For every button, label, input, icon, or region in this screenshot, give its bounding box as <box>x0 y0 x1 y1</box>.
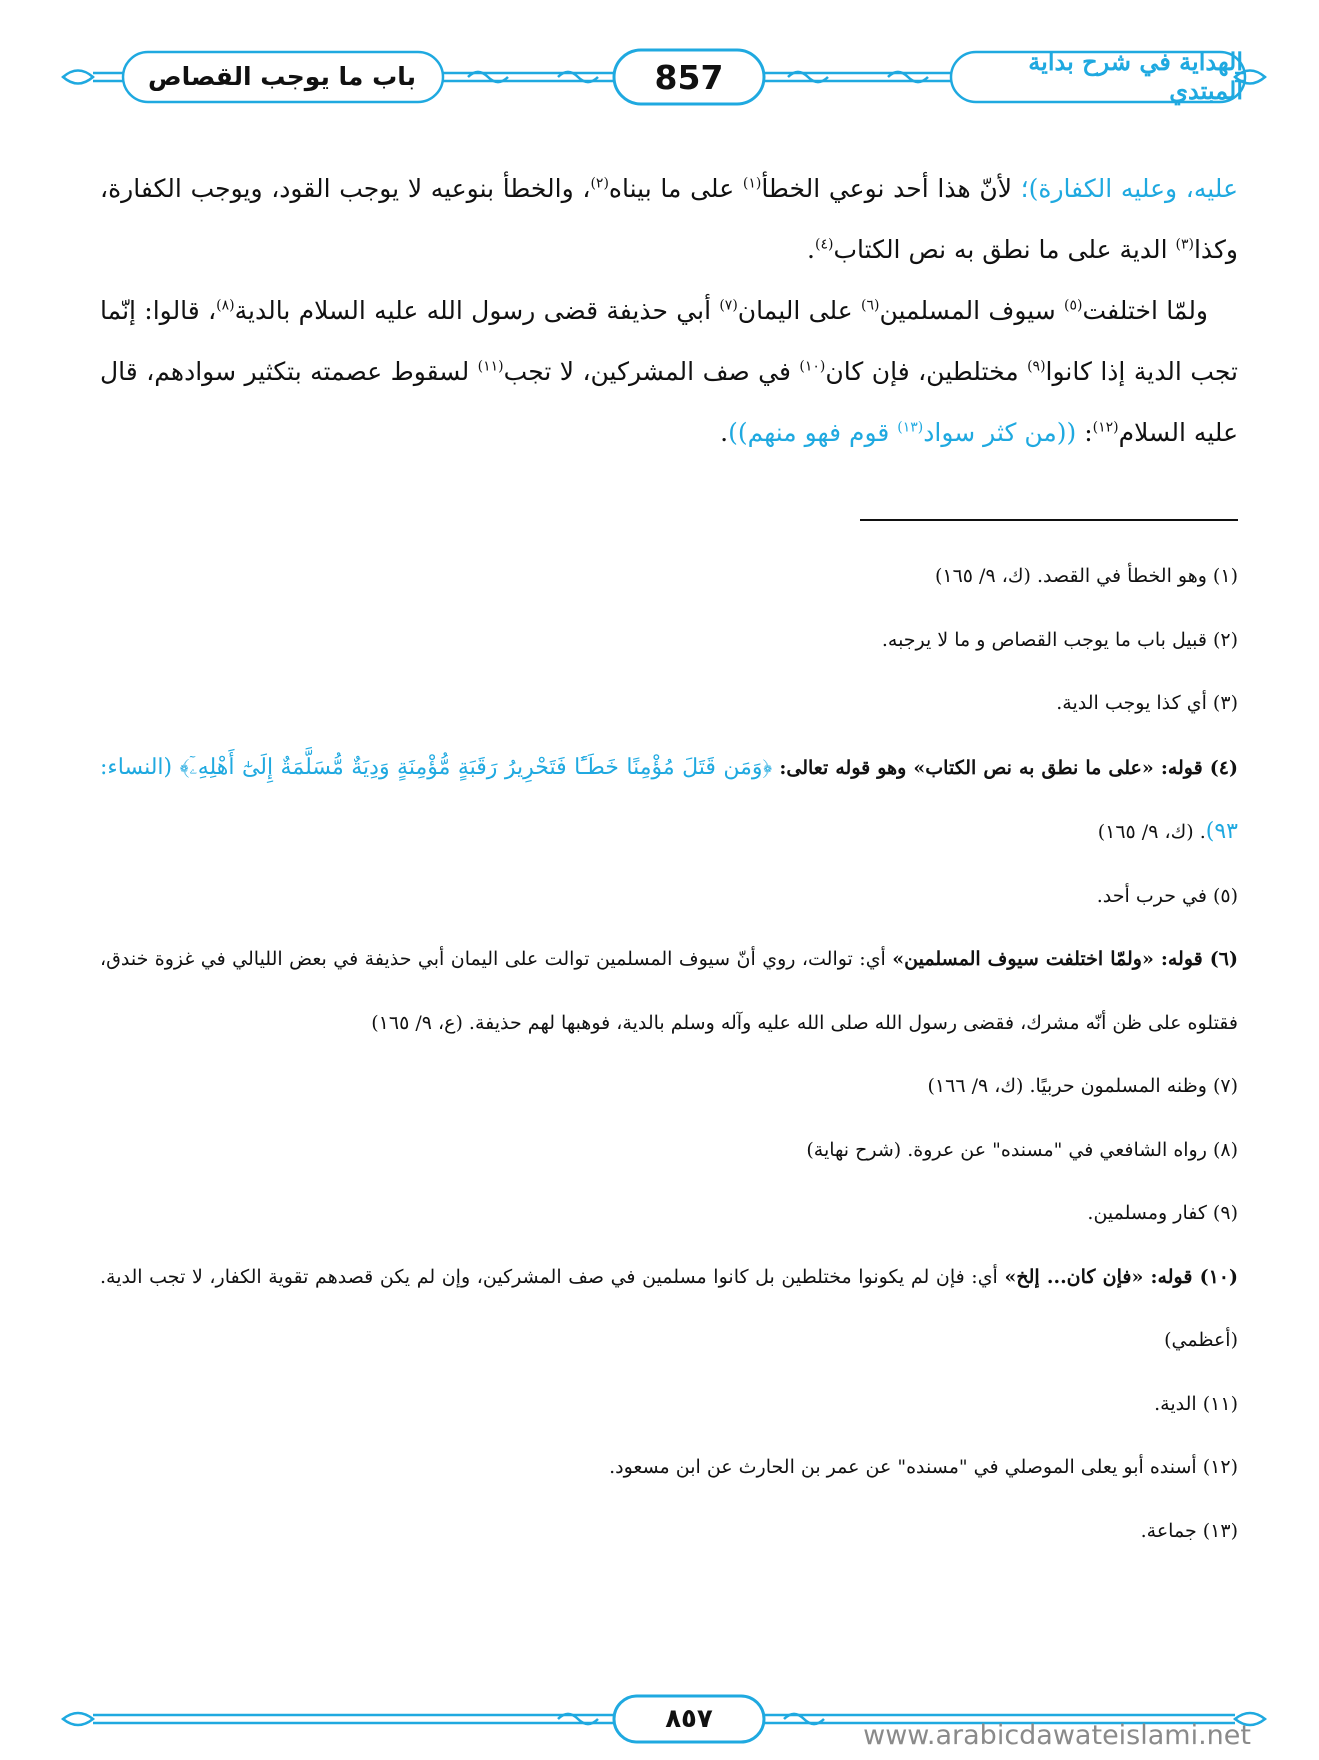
footnote-separator <box>860 519 1238 521</box>
footer-page-number: ٨٥٧ <box>665 1704 713 1734</box>
footnote-lemma: «ولمّا اختلفت سيوف المسلمين» <box>892 948 1154 970</box>
footnote-5: (٥) في حرب أحد. <box>1096 884 1238 907</box>
footnote-ref: (١٢) <box>1092 419 1119 436</box>
main-text <box>100 158 1238 463</box>
footnote-ref: (٣) <box>1175 236 1194 253</box>
footnote-ref: (٨) <box>216 297 235 314</box>
footnote-lemma: «فإن كان... إلخ» <box>1004 1265 1144 1288</box>
footnote-3: (٣) أي كذا يوجب الدية. <box>1056 692 1238 714</box>
page-number: 857 <box>654 57 724 97</box>
footnote-ref: (٢) <box>590 175 609 192</box>
book-title: الهداية في شرح بداية المبتدي <box>1028 47 1243 105</box>
quran-verse: ﴿وَمَن قَتَلَ مُؤْمِنًا خَطَـًٔا فَتَحْرِيرُ رَقَبَةٍ مُّؤْمِنَةٍ وَدِيَةٌ مُّسَلَّمَةٌ إِلَىٰٓ أَهْلِهِۦٓ﴾ (النساء: ٩٣) <box>100 754 1238 844</box>
footnote-10: (١٠) قوله: «فإن كان... إلخ» أي: فإن لم يكونوا مختلطين بل كانوا مسلمين في صف المشركين، وإن لم يكن قصدهم تقوية الكفار، لا تجب الدية. (أعظمي) <box>100 1265 1238 1351</box>
hadith-quote: ((من كثر سواد$^{(١٣)}$ قوم فهو منهم)) <box>728 418 1077 447</box>
main-paragraph-2: ولمّا اختلفت$^{(٥)}$ سيوف المسلمين$^{(٦)}$ على اليمان$^{(٧)}$ أبي حذيفة قضى رسول الله عليه السلام بالدية$^{(٨)}$، قالوا: إنّما تجب الدية إذا كانوا$^{(٩)}$ مختلطين، فإن كان$^{(١٠)}$ في صف المشركين، لا تجب$^{(١١)}$ لسقوط عصمته بتكثير سوادهم، قال عليه السلام$^{(١٢)}$: ((من كثر سواد$^{(١٣)}$ قوم فهو منهم)). <box>100 296 1238 447</box>
footnote-7: (٧) وظنه المسلمون حربيًا. (ك، ٩/ ١٦٦) <box>927 1075 1238 1097</box>
footnotes <box>100 545 1238 1563</box>
footnote-1: (١) وهو الخطأ في القصد. (ك، ٩/ ١٦٥) <box>934 565 1238 587</box>
footnote-ref: (٤) <box>814 236 834 253</box>
footnote-ref: (٩) <box>1027 358 1046 375</box>
footnote-ref: (١) <box>742 175 762 192</box>
footnote-ref: (٦) <box>861 297 880 314</box>
footnote-11: (١١) الدية. <box>1154 1392 1238 1415</box>
footnote-6: (٦) قوله: «ولمّا اختلفت سيوف المسلمين» أي: توالت، روي أنّ سيوف المسلمين توالت على اليمان أبي حذيفة في بعض الليالي في غزوة خندق، فقتلوه على ظن أنّه مشرك، فقضى رسول الله صلى الله عليه وآله وسلم بالدية، فوهبها لهم حذيفة. (ع، ٩/ ١٦٥) <box>100 948 1238 1034</box>
footnote-2: (٢) قبيل باب ما يوجب القصاص و ما لا يرجبه. <box>881 628 1238 651</box>
footnote-4: (٤) قوله: «على ما نطق به نص الكتاب» وهو قوله تعالى: ﴿وَمَن قَتَلَ مُؤْمِنًا خَطَـًٔا فَتَحْرِيرُ رَقَبَةٍ مُّؤْمِنَةٍ وَدِيَةٌ مُّسَلَّمَةٌ إِلَىٰٓ أَهْلِهِۦٓ﴾ (النساء: ٩٣). (ك، ٩/ ١٦٥) <box>100 754 1238 844</box>
footnote-ref: (١٣) <box>897 419 924 436</box>
chapter-title: باب ما يوجب القصاص <box>147 61 417 91</box>
footnote-ref: (١٠) <box>799 358 826 375</box>
main-paragraph-1: عليه، وعليه الكفارة)؛ لأنّ هذا أحد نوعي الخطأ$^{(١)}$ على ما بيناه$^{(٢)}$، والخطأ بنوعيه لا يوجب القود، ويوجب الكفارة، وكذا$^{(٣)}$ الدية على ما نطق به نص الكتاب$^{(٤)}$. <box>100 174 1239 264</box>
footnote-9: (٩) كفار ومسلمين. <box>1087 1202 1238 1224</box>
page-header <box>58 44 1270 114</box>
footnote-12: (١٢) أسنده أبو يعلى الموصلي في "مسنده" عن عمر بن الحارث عن ابن مسعود. <box>609 1456 1238 1478</box>
footnote-lemma: «على ما نطق به نص الكتاب» <box>913 756 1154 779</box>
footnote-ref: (٥) <box>1064 297 1083 314</box>
footnote-13: (١٣) جماعة. <box>1140 1519 1238 1542</box>
footnote-ref: (٧) <box>719 297 738 314</box>
website-watermark: www.arabicdawateislami.net <box>863 1720 1251 1751</box>
footnote-8: (٨) رواه الشافعي في "مسنده" عن عروة. (شرح نهاية) <box>806 1138 1238 1161</box>
footnote-ref: (١١) <box>477 358 504 375</box>
main-quote-cyan: عليه، وعليه الكفارة)؛ <box>1020 174 1239 203</box>
